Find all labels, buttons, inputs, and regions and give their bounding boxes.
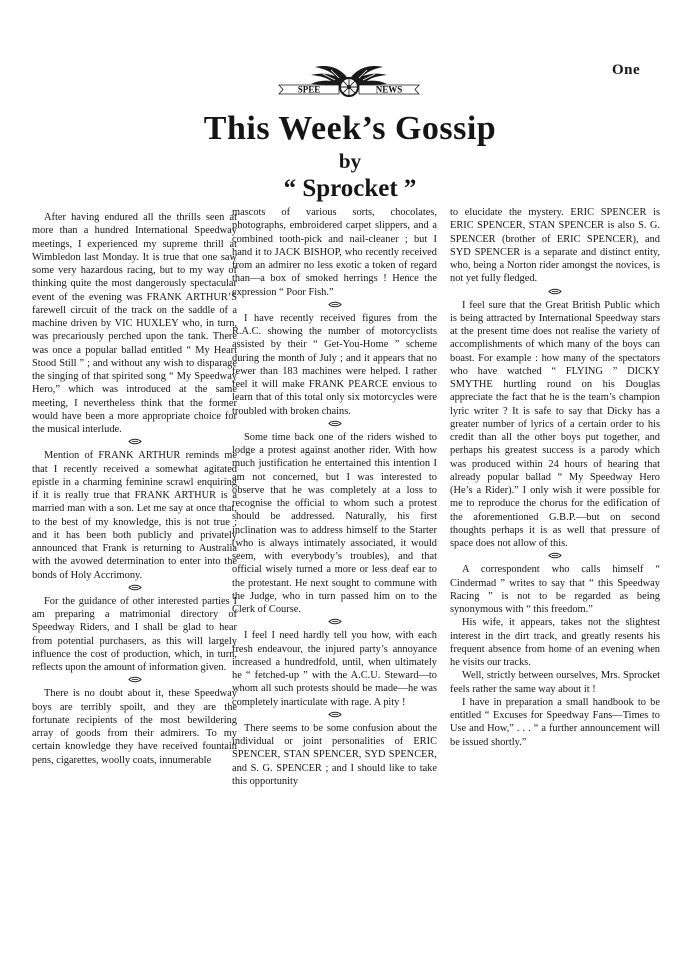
winged-wheel-emblem-icon [271, 58, 426, 106]
text-column-1 [32, 211, 237, 767]
paragraph: Mention of FRANK ARTHUR reminds me that I recently received a somewhat agitated epistle in a charming feminine scrawl enquiring if it is really true that FRANK ARTHUR is a married man with a son. Let me say at once that, to the best of my knowledge, this is not true ; and it has been both publicly and privately announced that Frank is returning to Australia with the avowed determination to enter into the bonds of Holy Accrimony. [32, 450, 237, 581]
section-ornament-icon [32, 583, 237, 593]
paragraph: Some time back one of the riders wished to lodge a protest against another rider. With how much justification he entertained this intention I am not concerned, but I was interested to observe that he was completely at a loss to recognise the official to whom such a protest should be addressed. Naturally, his first inclination was to address himself to the Starter (who is always intimately associated, it would seem, with everybody’s troubles), and that official wisely turned a more or less deaf ear to the protestant. He next sought to commune with the Judge, who in turn passed him on to the Clerk of Course. [232, 431, 437, 615]
masthead-right-text: NEWS [375, 84, 403, 95]
section-ornament-icon [232, 617, 437, 627]
paragraph: After having endured all the thrills seen at more than a hundred International Speedway meetings, I experienced my supreme thrill at Wimbledon last Monday. It is true that one saw some very hazardous racing, but to my way of thinking quite the most dangerously spectacular event of the evening was FRANK ARTHUR’S farewell circuit of the track on the saddle of a machine driven by VIC HUXLEY who, in turn, was precariously perched upon the tank. There was once a popular ballad entitled “ My Heart Stood Still ” ; and without any wish to disparage the singing of that spirited song “ My Speedway Hero,” which was introduced at the same meeting, I nevertheless think that the former would have been a more appropriate choice for the musical interlude. [32, 212, 237, 435]
paragraph: I feel I need hardly tell you how, with each fresh endeavour, the injured party’s annoyance increased a hundredfold, until, when ultimately he “ fetched-up ” with the A.C.U. Steward—to whom all such protests should be made—he was completely inarticulate with rage. A pity ! [232, 630, 437, 708]
section-ornament-icon [232, 300, 437, 310]
speedway-news-masthead-logo [271, 58, 426, 106]
article-title: This Week’s Gossip [203, 110, 497, 147]
text-column-2 [232, 206, 437, 788]
page-number: One [612, 62, 641, 78]
masthead-left-text: SPEE [297, 84, 321, 95]
paragraph: Well, strictly between ourselves, Mrs. Sprocket feels rather the same way about it ! [450, 670, 660, 695]
section-ornament-icon [232, 710, 437, 720]
section-ornament-icon [450, 287, 660, 297]
paragraph: I feel sure that the Great British Public which is being attracted by International Speedway stars at the present time does not realise the variety of accomplishments of which many of the boys can boast. For example : how many of the spectators who have watched “ FLYING ” DICKY SMYTHE hurtling round on his Douglas appreciate the fact that he is the team’s champion lyric writer ? It is safe to say that Dicky has a greater number of lyrics of a certain order to his credit than all the other boys put together, and perhaps his greatest success is a parody which was produced within 24 hours of hearing that already popular ballad “ My Speedway Hero (He’s a Rider).” I only wish it were possible for me to reproduce the chorus for the edification of the aforementioned G.B.P.—but on second thoughts perhaps it is as well that pressure of space does not allow of this. [450, 299, 660, 549]
section-ornament-icon [32, 675, 237, 685]
paragraph: I have recently received figures from the R.A.C. showing the number of motorcyclists assisted by their “ Get-You-Home ” scheme during the month of July ; and it appears that no fewer than 183 machines were helped. I rather feel it will make FRANK PEARCE envious to learn that of this total only six motorcycles were troubled with broken chains. [232, 312, 437, 417]
paragraph: I have in preparation a small handbook to be entitled “ Excuses for Speedway Fans—Times to Use and How,” . . . “ a further announcement will be issued shortly.” [450, 696, 660, 748]
paragraph: to elucidate the mystery. ERIC SPENCER is ERIC SPENCER, STAN SPENCER is also S. G. SPENCER (brother of ERIC SPENCER), and SYD SPENCER is a separate and distinct entity, who, being a Norton rider amongst the novices, is not yet fully fledged. [450, 207, 660, 285]
paragraph: There seems to be some confusion about the individual or joint personalities of ERIC SPENCER, STAN SPENCER, SYD SPENCER, and S. G. SPENCER ; and I should like to take this opportunity [232, 722, 437, 787]
section-ornament-icon [32, 437, 237, 447]
byline: by [338, 149, 362, 173]
author-name: “ Sprocket ” [283, 175, 417, 202]
paragraph: A correspondent who calls himself “ Cindermad ” writes to say that “ this Speedway Racing ” is not to be regarded as being synonymous with “ this freedom.” [450, 564, 660, 615]
paragraph: For the guidance of other interested parties I am preparing a matrimonial directory of Speedway Riders, and I shall be glad to hear from potential purchasers, as this will largely influence the cost of production, which, in turn, reflects upon the amount of information given. [32, 595, 237, 673]
section-ornament-icon [232, 419, 437, 429]
section-ornament-icon [450, 551, 660, 561]
paragraph: mascots of various sorts, chocolates, photographs, embroidered carpet slippers, and a combined tooth-pick and nail-cleaner ; but I hand it to JACK BISHOP, who recently received from an admirer no less exotic a token of regard than—a box of smoked herrings ! Hence the expression “ Poor Fish.” [232, 207, 437, 298]
text-column-3 [450, 206, 660, 749]
paragraph: There is no doubt about it, these Speedway boys are terribly spoilt, and they are the fortunate recipients of the most bewildering array of goods from their admirers. To my certain knowledge they have received fountain pens, cigarettes, woolly coats, innumerable [32, 688, 237, 766]
paragraph: His wife, it appears, takes not the slightest interest in the dirt track, and greatly resents his frequent absence from home of an evening when he visits our tracks. [450, 617, 660, 668]
